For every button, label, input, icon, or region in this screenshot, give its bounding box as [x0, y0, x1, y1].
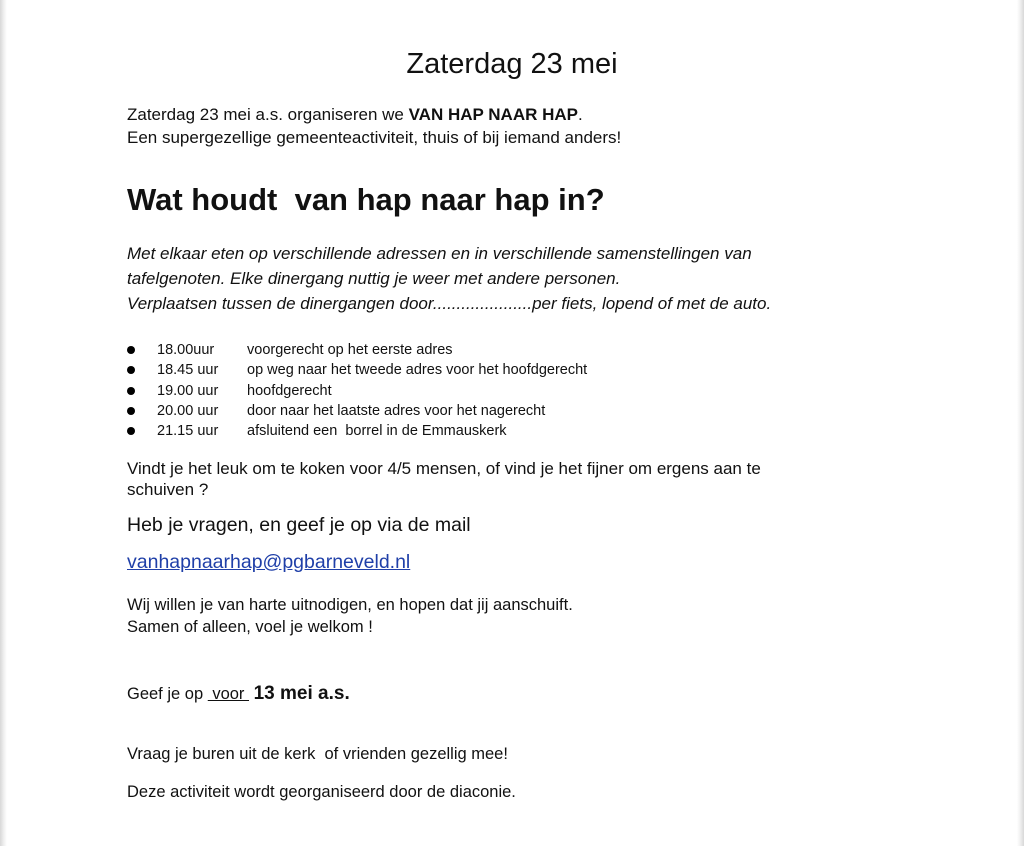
bullet-icon: [127, 346, 135, 354]
page-edge-left: [0, 0, 7, 846]
bullet-icon: [127, 366, 135, 374]
questions-text: Heb je vragen, en geef je op via de mail: [127, 514, 471, 536]
invite-line: Wij willen je van harte uitnodigen, en hopen dat jij aanschuift.: [127, 596, 573, 614]
email-link[interactable]: vanhapnaarhap@pgbarneveld.nl: [127, 551, 411, 573]
bullet-icon: [127, 407, 135, 415]
schedule-activity: voorgerecht op het eerste adres: [247, 342, 453, 358]
section-heading: Wat houdt van hap naar hap in?: [127, 182, 605, 217]
page-edge-right: [1017, 0, 1024, 846]
schedule-activity: hoofdgerecht: [247, 382, 332, 399]
intro-line-1: [127, 103, 621, 126]
intro-line-2: Een supergezellige gemeenteactiviteit, thuis of bij iemand anders!: [127, 128, 622, 147]
description-line: Met elkaar eten op verschillende adressen en in verschillende samenstellingen van: [127, 244, 752, 263]
intro-line-1-suffix: .: [578, 105, 583, 124]
deadline-date: 13 mei a.s.: [253, 683, 350, 704]
document-title: Zaterdag 23 mei: [406, 48, 618, 80]
cook-question: [127, 458, 761, 500]
schedule-activity: afsluitend een borrel in de Emmauskerk: [247, 423, 507, 440]
schedule-activity: op weg naar het tweede adres voor het hoofdgerecht: [247, 362, 588, 379]
signup-deadline: [127, 682, 350, 706]
invite-neighbours: Vraag je buren uit de kerk of vrienden gezellig mee!: [127, 745, 508, 763]
description-line: Verplaatsen tussen de dinergangen door.....................per fiets, lopend of met de auto.: [127, 294, 772, 313]
invite-paragraph: [127, 594, 573, 638]
schedule-time: 18.00uur: [157, 342, 215, 358]
bullet-icon: [127, 387, 135, 395]
schedule-time: 18.45 uur: [157, 362, 219, 379]
description-line: tafelgenoten. Elke dinergang nuttig je weer met andere personen.: [127, 269, 621, 288]
deadline-prefix: Geef je op: [127, 685, 208, 703]
schedule-time: 21.15 uur: [157, 423, 219, 440]
organizer-note: Deze activiteit wordt georganiseerd door de diaconie.: [127, 783, 516, 801]
event-name: VAN HAP NAAR HAP: [408, 105, 578, 124]
schedule-activity: door naar het laatste adres voor het nagerecht: [247, 402, 546, 419]
schedule-time: 20.00 uur: [157, 402, 219, 419]
description-paragraph: [127, 241, 771, 316]
cook-question-line: Vindt je het leuk om te koken voor 4/5 mensen, of vind je het fijner om ergens aan te: [127, 459, 761, 478]
deadline-underlined: voor: [207, 685, 250, 703]
cook-question-line: schuiven ?: [127, 480, 209, 499]
intro-line-1-prefix: Zaterdag 23 mei a.s. organiseren we: [127, 105, 409, 124]
schedule-time: 19.00 uur: [157, 382, 219, 399]
bullet-icon: [127, 427, 135, 435]
invite-line: Samen of alleen, voel je welkom !: [127, 618, 373, 636]
intro-paragraph: [127, 103, 621, 149]
